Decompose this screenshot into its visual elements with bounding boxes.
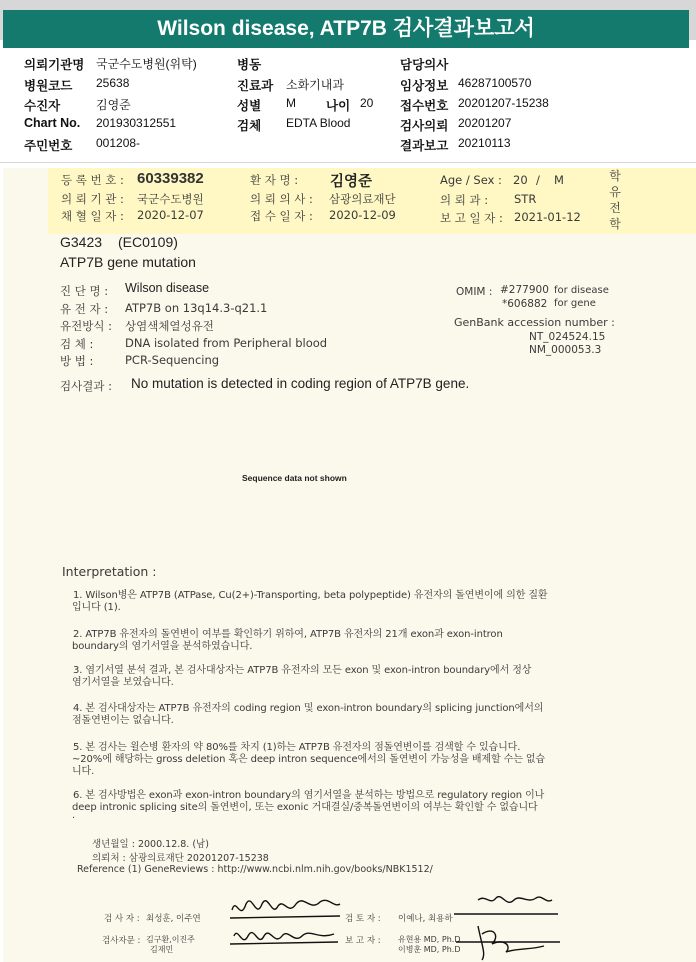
- interpretation-line: 2. ATP7B 유전자의 돌연변이 여부를 확인하기 위하여, ATP7B 유전자의 21개 exon과 exon-intron: [73, 629, 503, 640]
- signature-scribbles-left: [226, 892, 346, 962]
- age-sex-label: Age / Sex :: [440, 173, 502, 187]
- header-value: 001208-: [96, 136, 141, 150]
- test-code-secondary: (EC0109): [118, 234, 178, 250]
- diagnosis-value: Wilson disease: [125, 281, 210, 295]
- header-value: 20210113: [458, 136, 511, 150]
- interpretation-heading: Interpretation :: [62, 564, 157, 579]
- requester-line: 의뢰처 : 삼광의료재단 20201207-15238: [92, 853, 269, 864]
- diagnosis-label: 진 단 명 :: [60, 284, 109, 298]
- interpretation-line: 입니다 (1).: [72, 602, 121, 613]
- genbank-accession-2: NM_000053.3: [529, 344, 602, 356]
- genbank-accession-1: NT_024524.15: [529, 331, 606, 343]
- inheritance-label: 유전방식 :: [60, 319, 112, 333]
- reporter-name-2: 이병훈 MD, Ph.D: [398, 945, 461, 954]
- signature-scribbles-right: [448, 890, 568, 962]
- interpretation-line: ~20%에 해당하는 gross deletion 혹은 deep intron sequence에서의 돌연변이 가능성을 배제할 수는 없습: [72, 754, 545, 765]
- inheritance-value: 상염색체열성유전: [125, 319, 214, 333]
- header-label: 결과보고: [400, 139, 449, 153]
- collection-date-value: 2020-12-07: [137, 208, 204, 222]
- patient-name-value: 김영준: [330, 174, 373, 190]
- report-title: Wilson disease, ATP7B 검사결과보고서: [3, 10, 689, 48]
- requesting-doctor-value: 삼광의료재단: [329, 192, 396, 206]
- genbank-label: GenBank accession number :: [454, 316, 615, 329]
- requesting-doctor-label: 의 뢰 의 사 :: [250, 192, 313, 206]
- reference-line: Reference (1) GeneReviews : http://www.ncbi.nlm.nih.gov/books/NBK1512/: [77, 864, 433, 875]
- header-value: 46287100570: [458, 76, 532, 90]
- interpretation-line: 점돌연변이는 없습니다.: [72, 715, 174, 726]
- interpretation-line: 염기서열을 보였습니다.: [72, 677, 174, 688]
- reg-no-label: 등 록 번 호 :: [61, 173, 124, 187]
- header-divider: [0, 162, 696, 163]
- reporter-name-1: 유현용 MD, Ph.D: [398, 935, 461, 944]
- age-sex-separator: /: [536, 173, 540, 187]
- method-label: 방 법 :: [60, 354, 94, 368]
- header-value: EDTA Blood: [286, 116, 351, 130]
- interpretation-line: .: [72, 810, 76, 821]
- header-label: 진료과: [237, 79, 274, 93]
- header-value: M: [286, 96, 296, 110]
- interpretation-line: deep intronic splicing site의 돌연변이, 또는 exonic 거대결실/중복돌연변이의 여부는 확인할 수 없습니다: [72, 802, 538, 813]
- header-label: 의뢰기관명: [24, 58, 85, 72]
- header-label: 임상정보: [400, 79, 449, 93]
- interpretation-line: 니다.: [72, 766, 95, 777]
- header-value: 25638: [96, 76, 130, 90]
- header-value: 국군수도병원(위탁): [96, 57, 197, 71]
- header-value: 201930312551: [96, 116, 177, 130]
- birth-date-line: 생년월일 : 2000.12.8. (남): [92, 839, 209, 850]
- receipt-date-value: 2020-12-09: [329, 208, 396, 222]
- staff-names-2: 김재민: [150, 945, 174, 954]
- reviewer-label: 검 토 자 :: [345, 914, 381, 924]
- omim-disease-note: for disease: [554, 285, 609, 296]
- tester-label: 검 사 자 :: [104, 914, 140, 924]
- gene-value: ATP7B on 13q14.3-q21.1: [125, 301, 268, 315]
- header-label: 수진자: [24, 99, 61, 113]
- patient-name-label: 환 자 명 :: [250, 173, 299, 187]
- reviewer-names: 이예나, 최용하: [398, 914, 453, 924]
- header-label: 성별: [237, 99, 262, 113]
- interpretation-line: 3. 염기서열 분석 결과, 본 검사대상자는 ATP7B 유전자의 모든 exon 및 exon-intron boundary에서 정상: [73, 665, 532, 676]
- side-department-mark: 학 유 전 학: [609, 169, 621, 231]
- result-value: No mutation is detected in coding region of ATP7B gene.: [131, 376, 470, 391]
- staff-label: 검사자문 :: [102, 936, 141, 946]
- staff-names-1: 김구환,이진주: [146, 935, 195, 944]
- reporter-label: 보 고 자 :: [345, 936, 381, 946]
- header-label: 검체: [237, 119, 262, 133]
- department-value: STR: [514, 192, 537, 206]
- header-label: 나이: [326, 99, 351, 113]
- sequence-data-note: Sequence data not shown: [242, 473, 347, 483]
- tester-names: 최성훈, 이주연: [146, 914, 201, 924]
- sex-value: M: [554, 173, 564, 187]
- specimen-value: DNA isolated from Peripheral blood: [125, 336, 328, 350]
- omim-label: OMIM :: [456, 286, 493, 298]
- interpretation-line: 5. 본 검사는 윌슨병 환자의 약 80%를 차지 (1)하는 ATP7B 유전자의 점돌연변이를 검색할 수 있습니다.: [73, 742, 521, 753]
- header-value: 20: [360, 96, 374, 110]
- requesting-institution-label: 의 뢰 기 관 :: [61, 192, 124, 206]
- omim-gene-id: *606882: [502, 298, 548, 310]
- interpretation-line: boundary의 염기서열을 분석하였습니다.: [72, 641, 253, 652]
- header-value: 20201207: [458, 116, 512, 130]
- interpretation-line: 1. Wilson병은 ATP7B (ATPase, Cu(2+)-Transporting, beta polypeptide) 유전자의 돌연변이에 의한 질환: [73, 590, 548, 601]
- report-date-value: 2021-01-12: [514, 210, 581, 224]
- header-value: 소화기내과: [286, 78, 344, 92]
- specimen-label: 검 체 :: [60, 337, 94, 351]
- test-name: ATP7B gene mutation: [60, 254, 196, 270]
- method-value: PCR-Sequencing: [125, 353, 220, 367]
- result-label: 검사결과 :: [60, 379, 112, 393]
- requesting-institution-value: 국군수도병원: [137, 192, 204, 206]
- collection-date-label: 채 혈 일 자 :: [61, 209, 124, 223]
- department-label: 의 뢰 과 :: [440, 193, 489, 207]
- receipt-date-label: 접 수 일 자 :: [250, 209, 313, 223]
- header-value: 김영준: [96, 98, 131, 112]
- header-value: 20201207-15238: [458, 96, 549, 110]
- report-date-label: 보 고 일 자 :: [440, 211, 503, 225]
- header-label: 검사의뢰: [400, 119, 449, 133]
- interpretation-line: 6. 본 검사방법은 exon과 exon-intron boundary의 염기서열을 분석하는 방법으로 regulatory region 이나: [73, 790, 545, 801]
- test-code: G3423: [60, 234, 103, 250]
- interpretation-line: 4. 본 검사대상자는 ATP7B 유전자의 coding region 및 exon-intron boundary의 splicing junction에서의: [73, 703, 544, 714]
- reg-no-value: 60339382: [137, 170, 204, 187]
- header-label: 주민번호: [24, 139, 73, 153]
- age-value: 20: [513, 173, 528, 187]
- omim-disease-id: #277900: [500, 284, 549, 296]
- header-label: 병원코드: [24, 79, 73, 93]
- header-label: Chart No.: [24, 116, 81, 130]
- gene-label: 유 전 자 :: [60, 302, 109, 316]
- title-bar-background: [0, 0, 696, 40]
- header-label: 접수번호: [400, 99, 449, 113]
- header-label: 병동: [237, 58, 262, 72]
- header-label: 담당의사: [400, 58, 449, 72]
- omim-gene-note: for gene: [554, 298, 596, 309]
